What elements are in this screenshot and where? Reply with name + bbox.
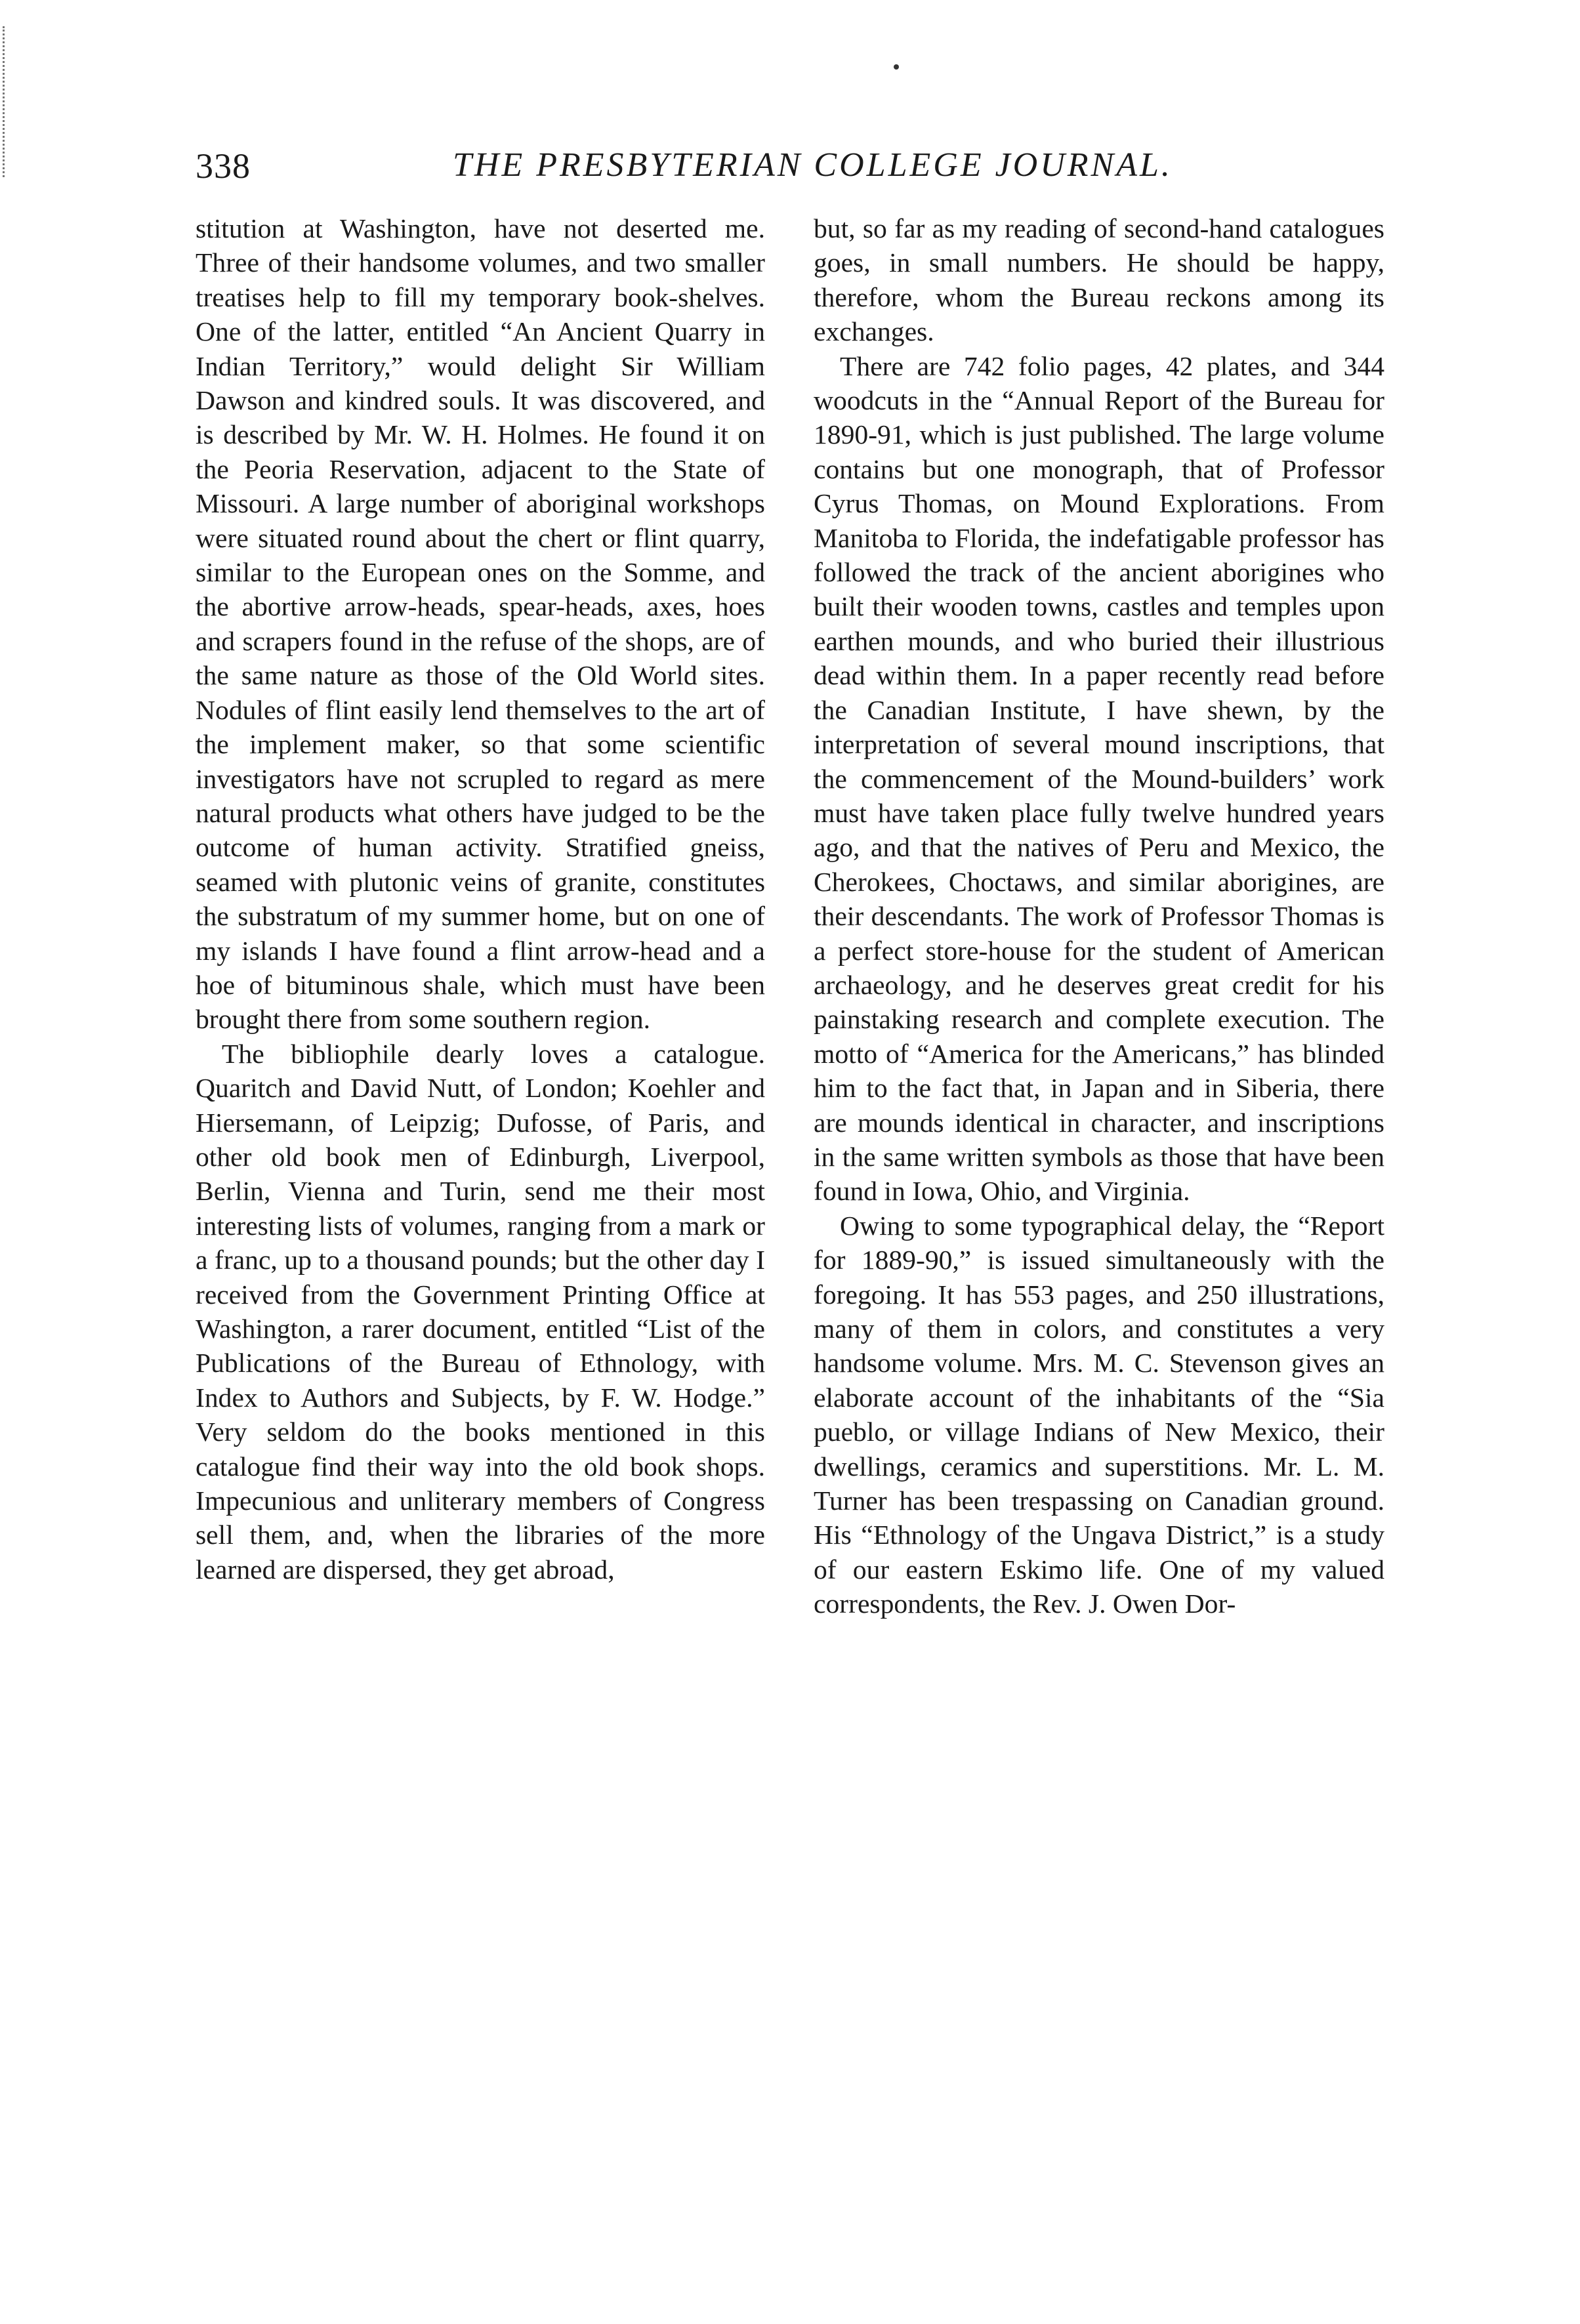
journal-title: THE PRESBYTERIAN COLLEGE JOURNAL. (453, 146, 1173, 184)
right-paragraph-1: but, so far as my reading of second-hand catalogues goes, in small numbers. He should be happy, therefore, whom the Bureau reckons among its exchanges. (814, 213, 1384, 347)
left-column (196, 211, 765, 2258)
left-paragraph-1: stitution at Washington, have not deserted me. Three of their handsome volumes, and two smaller treatises help to fill my temporary book-shelves. One of the latter, entitled “An Ancient Quarry in Indian Territory,” would delight Sir William Dawson and kindred souls. It was discovered, and is described by Mr. W. H. Holmes. He found it on the Peoria Reservation, adjacent to the State of Missouri. A large number of aboriginal workshops were situated round about the chert or flint quarry, similar to the European ones on the Somme, and the abortive arrow-heads, spear-heads, axes, hoes and scrapers found in the refuse of the shops, are of the same nature as those of the Old World sites. Nodules of flint easily lend themselves to the art of the implement maker, so that some scientific investigators have not scrupled to regard as mere natural products what others have judged to be the outcome of human activity. Stratified gneiss, seamed with plutonic veins of granite, constitutes the substratum of my summer home, but on one of my islands I have found a flint arrow-head and a hoe of bituminous shale, which must have been brought there from some southern region. (196, 213, 765, 1035)
page-number: 338 (196, 146, 251, 186)
right-column (814, 211, 1384, 2258)
margin-marks (3, 26, 7, 177)
right-paragraph-2: There are 742 folio pages, 42 plates, and 344 woodcuts in the “Annual Report of the Bureau for 1890-91, which is just published. The large volume contains but one monograph, that of Professor Cyrus Thomas, on Mound Explorations. From Manitoba to Florida, the indefatigable professor has followed the track of the ancient aborigines who built their wooden towns, castles and temples upon earthen mounds, and who buried their illustrious dead within them. In a paper recently read before the Canadian Institute, I have shewn, by the interpretation of several mound inscriptions, that the commencement of the Mound-builders’ work must have taken place fully twelve hundred years ago, and that the natives of Peru and Mexico, the Cherokees, Choctaws, and similar aborigines, are their descendants. The work of Professor Thomas is a perfect store-house for the student of American archaeology, and he deserves great credit for his painstaking research and complete execution. The motto of “America for the Americans,” has blinded him to the fact that, in Japan and in Siberia, there are mounds identical in character, and inscriptions in the same written symbols as those that have been found in Iowa, Ohio, and Virginia. (814, 350, 1384, 1207)
ink-speck (894, 64, 899, 70)
right-paragraph-3: Owing to some typographical delay, the “Report for 1889-90,” is issued simultaneously with the foregoing. It has 553 pages, and 250 illustrations, many of them in colors, and constitutes a very handsome volume. Mrs. M. C. Stevenson gives an elaborate account of the inhabitants of the “Sia pueblo, or village Indians of New Mexico, their dwellings, ceramics and superstitions. Mr. L. M. Turner has been trespassing on Canadian ground. His “Ethnology of the Ungava District,” is a study of our eastern Eskimo life. One of my valued correspondents, the Rev. J. Owen Dor- (814, 1210, 1384, 1619)
left-paragraph-2: The bibliophile dearly loves a catalogue. Quaritch and David Nutt, of London; Koehler and Hiersemann, of Leipzig; Dufosse, of Paris, and other old book men of Edinburgh, Liverpool, Berlin, Vienna and Turin, send me their most interesting lists of volumes, ranging from a mark or a franc, up to a thousand pounds; but the other day I received from the Government Printing Office at Washington, a rarer document, entitled “List of the Publications of the Bureau of Ethnology, with Index to Authors and Subjects, by F. W. Hodge.” Very seldom do the books mentioned in this catalogue find their way into the old book shops. Impecunious and unliterary members of Congress sell them, and, when the libraries of the more learned are dispersed, they get abroad, (196, 1038, 765, 1585)
running-head (196, 146, 1206, 198)
